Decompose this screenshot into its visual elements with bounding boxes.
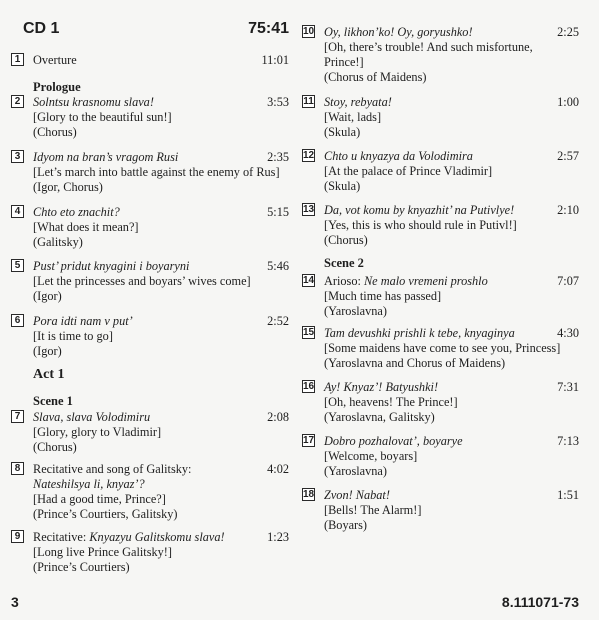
heading-scene-2: Scene 2 [324, 256, 364, 270]
track-title-text: Ne malo vremeni proshlo [363, 274, 488, 288]
track-detail-line: [Oh, heavens! The Prince!] [324, 395, 458, 409]
track-title [33, 205, 139, 220]
track-detail-line: [Welcome, boyars] [324, 449, 418, 463]
track-duration: 5:15 [267, 205, 289, 219]
track-number-badge: 5 [11, 259, 24, 272]
track-detail-line: (Skula) [324, 179, 361, 193]
track-title-text: Pora idti nam v put’ [33, 314, 133, 328]
track-number-badge: 6 [11, 314, 24, 327]
track-text [324, 380, 458, 425]
track-text [324, 149, 492, 194]
track-title [324, 149, 492, 164]
track-detail-line: [Wait, lads] [324, 110, 382, 124]
track-number-badge: 3 [11, 150, 24, 163]
track-duration: 2:10 [557, 203, 579, 217]
track-title [324, 380, 458, 395]
track-title [33, 462, 191, 477]
track-title [33, 314, 133, 329]
heading-prologue: Prologue [33, 80, 81, 94]
cd-total-time: 75:41 [248, 20, 289, 37]
track-detail-line: Nateshilsya li, knyaz’? [33, 477, 145, 491]
track-detail-line: [At the palace of Prince Vladimir] [324, 164, 493, 178]
track-text [33, 314, 133, 359]
track-duration: 4:02 [267, 462, 289, 476]
track-detail-line: (Chorus) [324, 233, 368, 247]
track-duration: 1:00 [557, 95, 579, 109]
track-number-badge: 7 [11, 410, 24, 423]
track-duration: 7:31 [557, 380, 579, 394]
track-detail-line: (Yaroslavna) [324, 464, 387, 478]
track-number-badge: 4 [11, 205, 24, 218]
track-title [33, 150, 280, 165]
track-title-text: Solntsu krasnomu slava! [33, 95, 154, 109]
track-title [33, 53, 77, 68]
track-number-badge: 1 [11, 53, 24, 66]
track-number-badge: 11 [303, 96, 314, 107]
track-title-text: Da, vot komu by knyazhit’ na Putivlye! [324, 203, 515, 217]
track-duration: 2:25 [557, 25, 579, 39]
track-duration: 7:13 [557, 434, 579, 448]
track-detail-line: [Much time has passed] [324, 289, 442, 303]
catalog-number: 8.111071-73 [501, 594, 579, 610]
track-detail-line: [What does it mean?] [33, 220, 139, 234]
track-number-badge: 9 [11, 530, 24, 543]
track-text [33, 462, 191, 522]
track-detail-line: (Igor) [33, 344, 62, 358]
track-detail-line: (Galitsky) [33, 235, 83, 249]
track-number-badge: 16 [303, 381, 315, 392]
track-title-text: Oy, likhon’ko! Oy, goryushko! [324, 25, 473, 39]
track-text [33, 410, 161, 455]
track-number-badge: 17 [303, 435, 315, 446]
track-text [324, 434, 463, 479]
track-number-badge: 14 [303, 275, 315, 286]
track-duration: 2:52 [267, 314, 289, 328]
track-text [324, 488, 421, 533]
track-detail-line: [Some maidens have come to see you, Princess] [324, 341, 561, 355]
heading-act-1: Act 1 [33, 367, 65, 382]
track-title [33, 259, 251, 274]
track-title-text: Idyom na bran’s vragom Rusi [33, 150, 179, 164]
track-title-text: Stoy, rebyata! [324, 95, 392, 109]
track-title-text: Zvon! Nabat! [324, 488, 390, 502]
track-detail-line: [Oh, there’s trouble! And such misfortune, [324, 40, 533, 54]
track-detail-line: (Boyars) [324, 518, 368, 532]
track-title [33, 410, 161, 425]
track-detail-line: [Had a good time, Prince?] [33, 492, 166, 506]
track-duration: 2:08 [267, 410, 289, 424]
track-number-badge: 13 [303, 204, 315, 215]
track-detail-line: Prince!] [324, 55, 364, 69]
track-title-text: Dobro pozhalovat’, boyarye [324, 434, 463, 448]
track-text [33, 530, 225, 575]
track-duration: 4:30 [557, 326, 579, 340]
track-title [33, 530, 225, 545]
track-text [33, 53, 77, 68]
track-number-badge: 12 [303, 150, 315, 161]
heading-scene-1: Scene 1 [33, 394, 73, 408]
track-number-badge: 18 [303, 489, 315, 500]
track-detail-line: [Glory to the beautiful sun!] [33, 110, 172, 124]
track-number-badge: 15 [303, 327, 315, 338]
track-title [324, 326, 560, 341]
track-title-text: Knyazyu Galitskomu slava! [89, 530, 225, 544]
track-number-badge: 8 [11, 462, 24, 475]
track-title-text: Chto u knyazya da Volodimira [324, 149, 473, 163]
track-detail-line: (Yaroslavna and Chorus of Maidens) [324, 356, 506, 370]
track-title [324, 25, 533, 40]
track-text [324, 25, 533, 85]
cd-title: CD 1 [23, 20, 60, 37]
track-text [33, 95, 172, 140]
track-detail-line: [It is time to go] [33, 329, 113, 343]
track-number-badge: 2 [11, 95, 24, 108]
track-detail-line: (Chorus) [33, 125, 77, 139]
track-title [324, 434, 463, 449]
track-number-badge: 10 [303, 26, 315, 37]
track-detail-line: (Chorus) [33, 440, 77, 454]
track-text [33, 150, 280, 195]
track-duration: 1:51 [557, 488, 579, 502]
track-detail-line: (Yaroslavna, Galitsky) [324, 410, 435, 424]
cd-header [11, 20, 289, 42]
track-title-text: Pust’ pridut knyagini i boyaryni [33, 259, 190, 273]
track-duration: 2:57 [557, 149, 579, 163]
track-duration: 2:35 [267, 150, 289, 164]
track-detail-line: [Let’s march into battle against the enemy of Rus] [33, 165, 280, 179]
track-duration: 11:01 [261, 53, 289, 67]
track-title [324, 274, 488, 289]
track-detail-line: [Yes, this is who should rule in Putivl!] [324, 218, 517, 232]
track-text [324, 326, 560, 371]
track-title-text: Overture [33, 53, 77, 67]
track-title-prefix: Recitative: [33, 530, 90, 544]
track-detail-line: [Glory, glory to Vladimir] [33, 425, 162, 439]
track-detail-line: (Prince’s Courtiers, Galitsky) [33, 507, 178, 521]
track-title [324, 203, 517, 218]
track-title-text: Recitative and song of Galitsky: [33, 462, 192, 476]
track-duration: 5:46 [267, 259, 289, 273]
track-text [324, 203, 517, 248]
track-title-prefix: Arioso: [324, 274, 364, 288]
track-text [324, 95, 392, 140]
track-title-text: Tam devushki prishli k tebe, knyaginya [324, 326, 515, 340]
track-detail-line: (Skula) [324, 125, 361, 139]
page-number: 3 [11, 594, 19, 610]
track-detail-line: [Let the princesses and boyars’ wives come] [33, 274, 251, 288]
track-title [33, 95, 172, 110]
track-detail-line: (Yaroslavna) [324, 304, 387, 318]
track-text [324, 274, 488, 319]
track-title-text: Slava, slava Volodimiru [33, 410, 151, 424]
track-detail-line: [Bells! The Alarm!] [324, 503, 422, 517]
track-title [324, 488, 421, 503]
track-detail-line: (Igor, Chorus) [33, 180, 103, 194]
track-title [324, 95, 392, 110]
track-text [33, 205, 139, 250]
track-detail-line: (Igor) [33, 289, 62, 303]
track-duration: 1:23 [267, 530, 289, 544]
track-detail-line: (Prince’s Courtiers) [33, 560, 130, 574]
track-title-text: Ay! Knyaz’! Batyushki! [324, 380, 439, 394]
track-text [33, 259, 251, 304]
track-duration: 3:53 [267, 95, 289, 109]
track-duration: 7:07 [557, 274, 579, 288]
track-detail-line: (Chorus of Maidens) [324, 70, 427, 84]
track-title-text: Chto eto znachit? [33, 205, 120, 219]
track-detail-line: [Long live Prince Galitsky!] [33, 545, 172, 559]
